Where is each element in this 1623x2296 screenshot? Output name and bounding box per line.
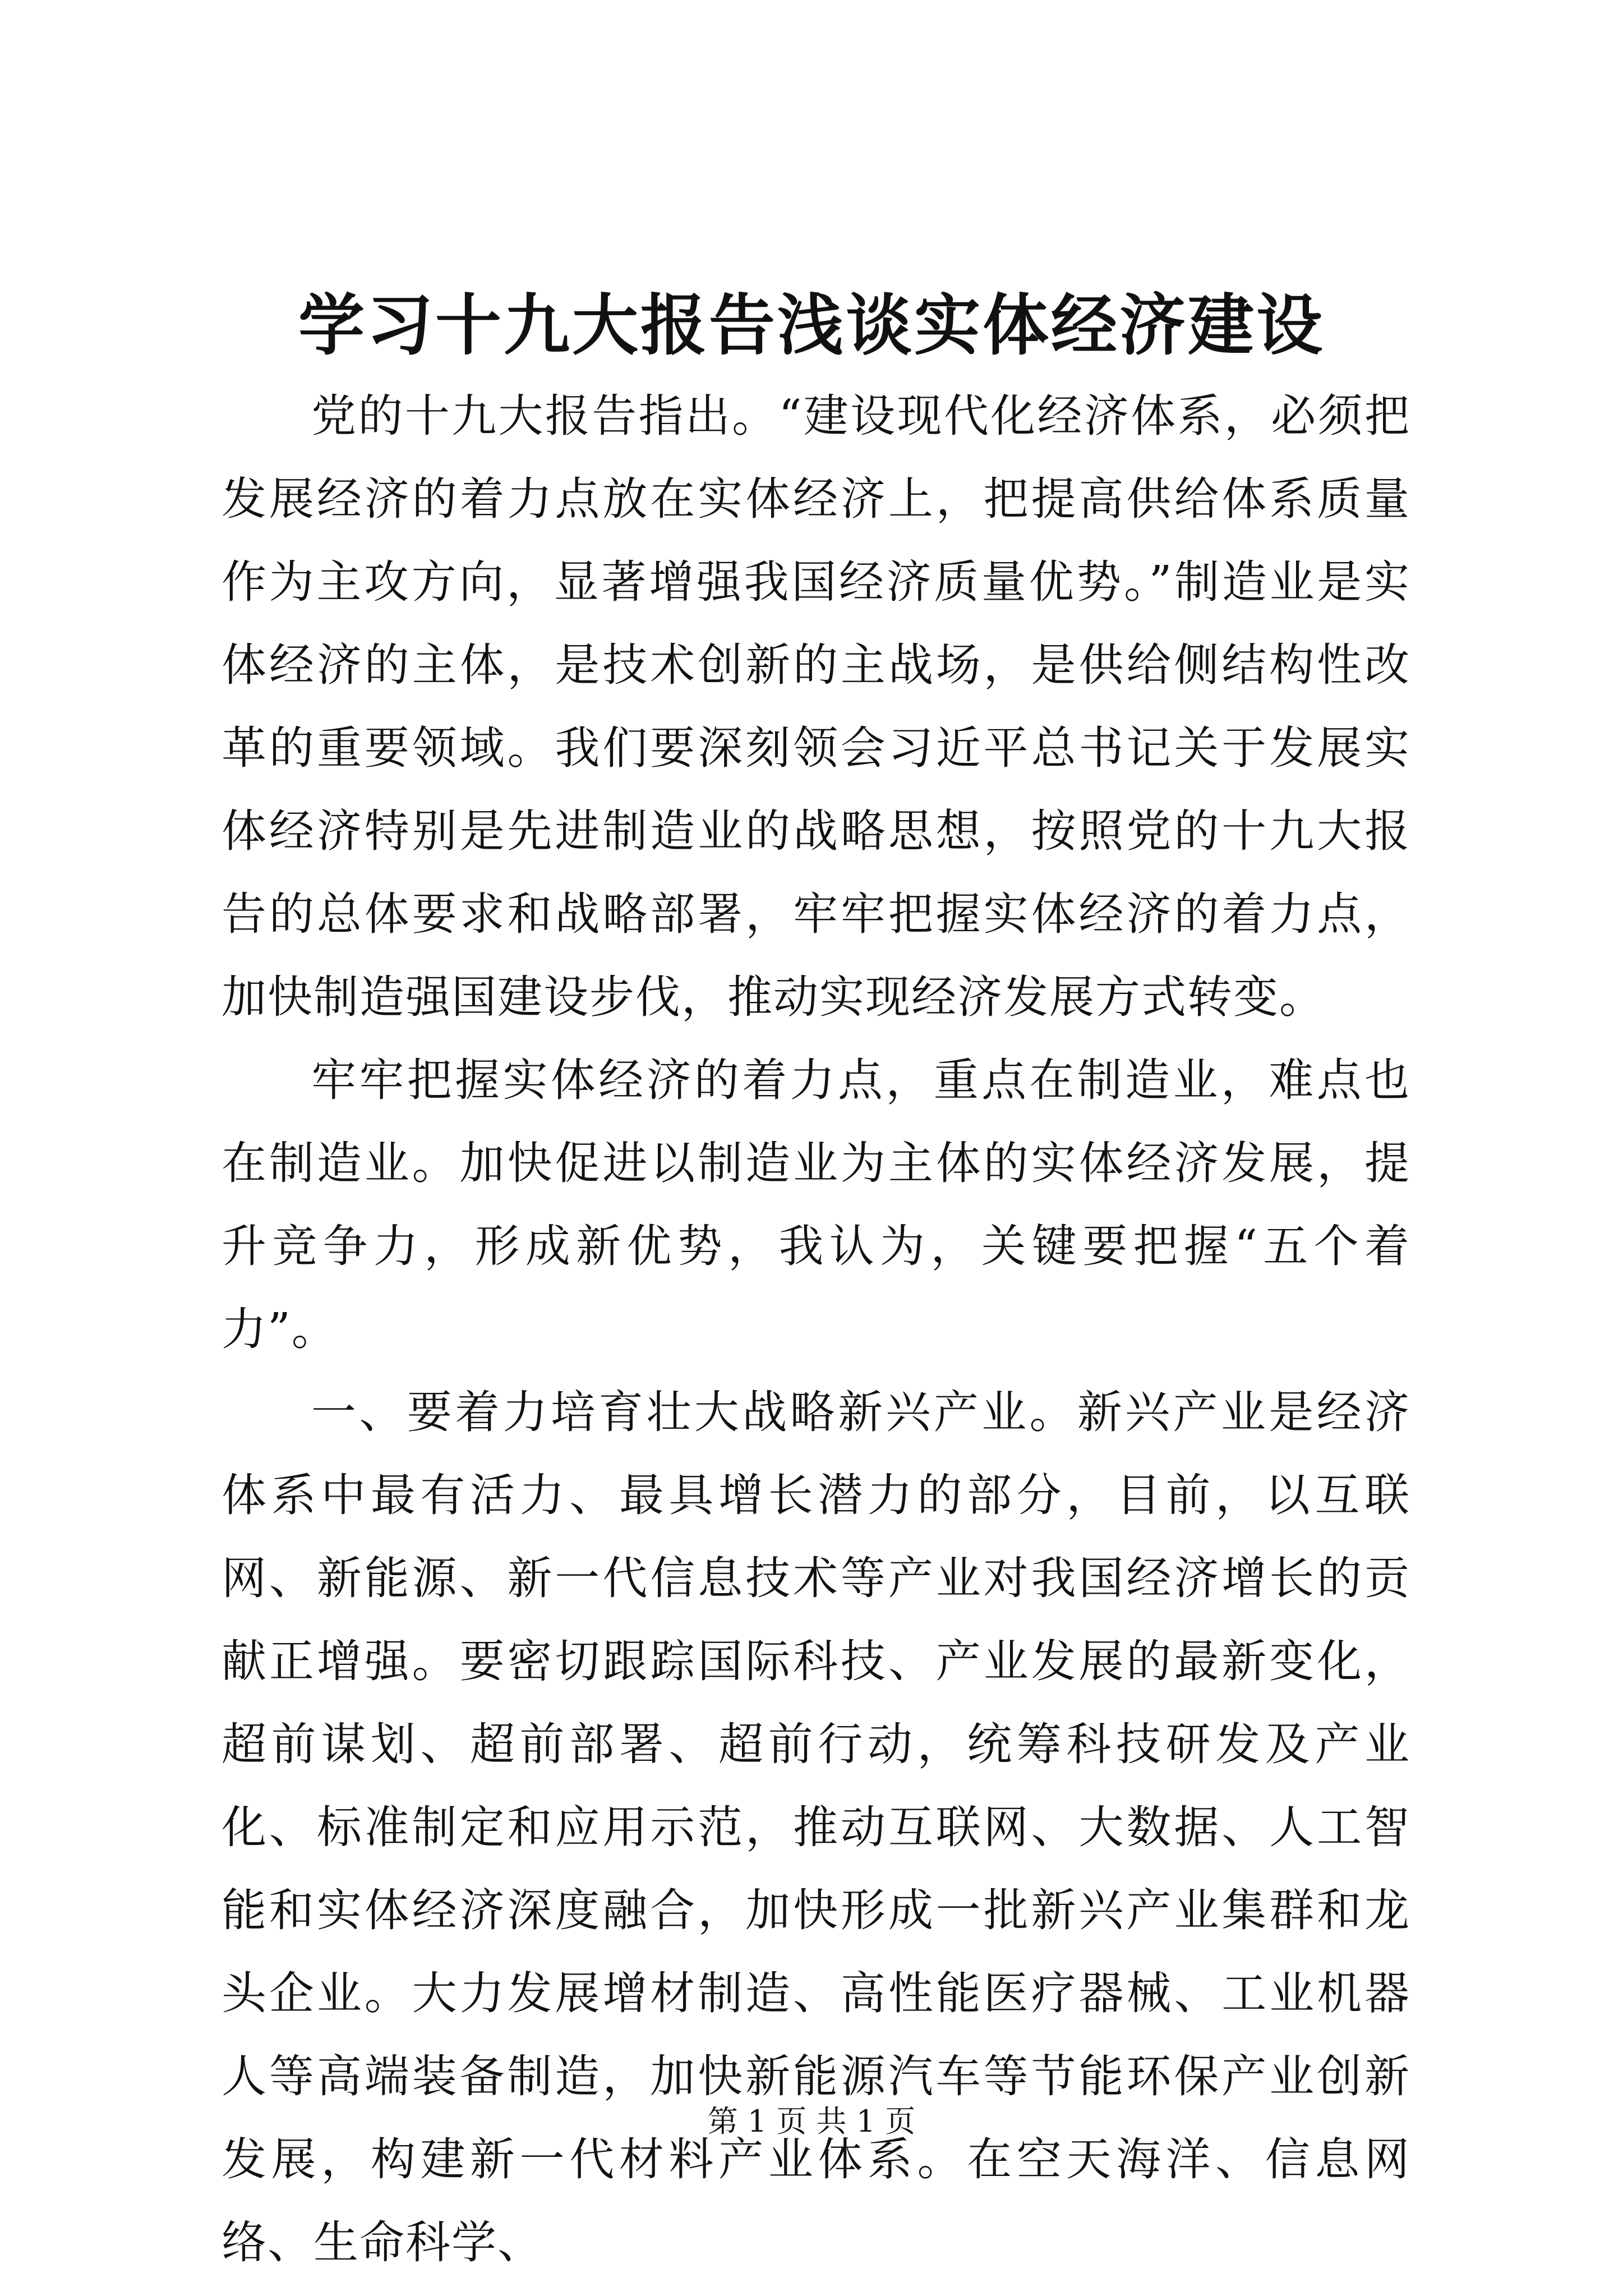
paragraph-2: 牢牢把握实体经济的着力点，重点在制造业，难点也在制造业。加快促进以制造业为主体的实体经济发展，提升竞争力，形成新优势，我认为，关键要把握“五个着力”。 — [222, 1054, 1410, 1355]
document-body — [222, 375, 1410, 2284]
paragraph-3: 一、要着力培育壮大战略新兴产业。新兴产业是经济体系中最有活力、最具增长潜力的部分，目前，以互联网、新能源、新一代信息技术等产业对我国经济增长的贡献正增强。要密切跟踪国际科技、产业发展的最新变化，超前谋划、超前部署、超前行动，统筹科技研发及产业化、标准制定和应用示范，推动互联网、大数据、人工智能和实体经济深度融合，加快形成一批新兴产业集群和龙头企业。大力发展增材制造、高性能医疗器械、工业机器人等高端装备制造，加快新能源汽车等节能环保产业创新发展，构建新一代材料产业体系。在空天海洋、信息网络、生命科学、 — [222, 1386, 1410, 2269]
document-title: 学习十九大报告浅谈实体经济建设 — [298, 286, 1325, 364]
paragraph-1: 党的十九大报告指出。“建设现代化经济体系，必须把发展经济的着力点放在实体经济上，把提高供给体系质量作为主攻方向，显著增强我国经济质量优势。”制造业是实体经济的主体，是技术创新的主战场，是供给侧结构性改革的重要领域。我们要深刻领会习近平总书记关于发展实体经济特别是先进制造业的战略思想，按照党的十九大报告的总体要求和战略部署，牢牢把握实体经济的着力点，加快制造强国建设步伐，推动实现经济发展方式转变。 — [222, 390, 1410, 1023]
page-footer: 第 1 页 共 1 页 — [707, 2104, 916, 2139]
